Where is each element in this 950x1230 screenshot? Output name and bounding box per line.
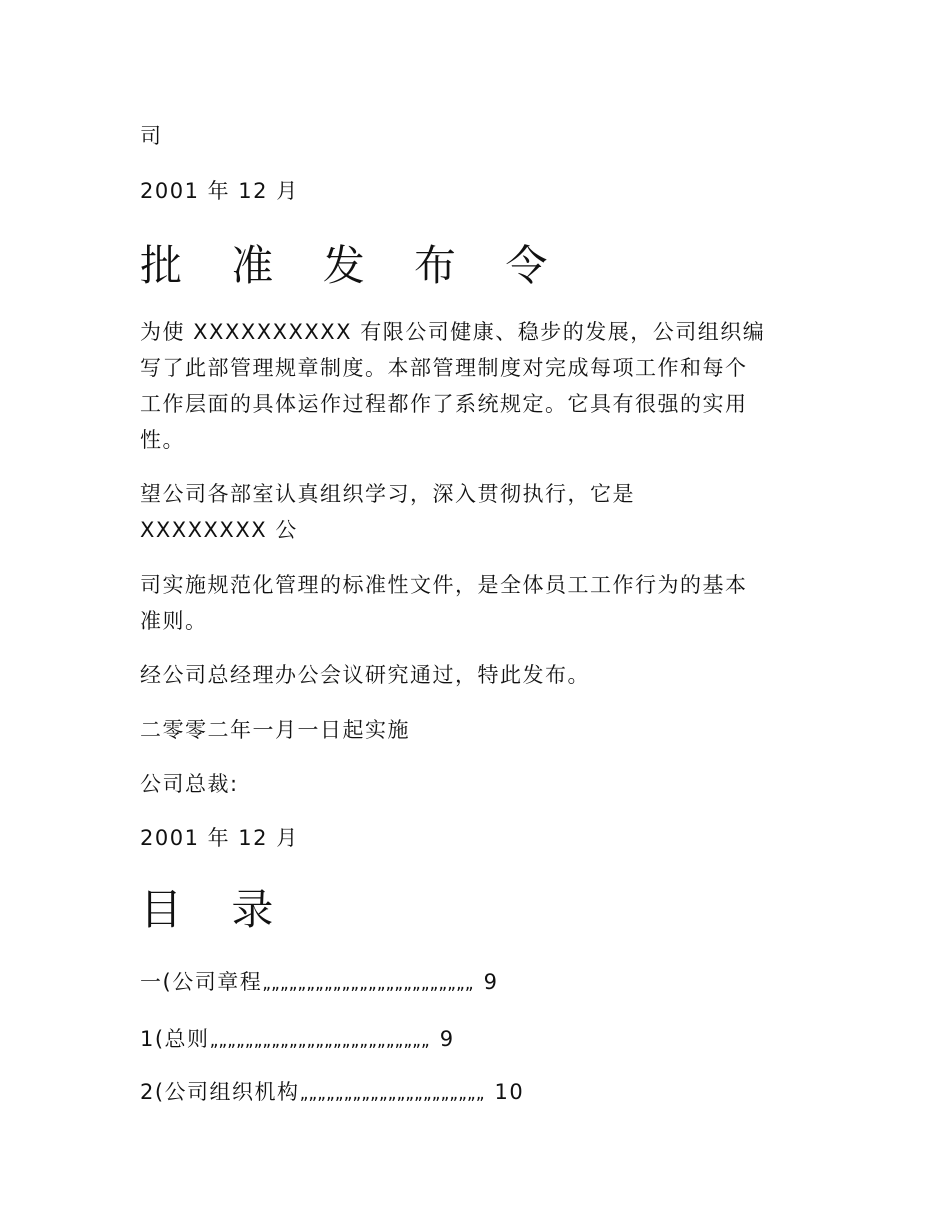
toc-entry-page: 10 xyxy=(494,1080,525,1104)
toc-entry-page: 9 xyxy=(439,1027,455,1051)
paragraph-line: 望公司各部室认真组织学习，深入贯彻执行，它是 xyxy=(140,482,635,506)
paragraph-line: 准则。 xyxy=(140,609,208,633)
page-fragment-text: 司 xyxy=(140,124,163,148)
toc-entry-title: 一(公司章程 xyxy=(140,970,263,994)
paragraph-line: 为使 XXXXXXXXXX 有限公司健康、稳步的发展，公司组织编 xyxy=(140,320,766,344)
paragraph-line: 写了此部管理规章制度。本部管理制度对完成每项工作和每个 xyxy=(140,356,748,380)
toc-entry-leader: „„„„„„„„„„„„„„„„„„„„„„„„ xyxy=(262,974,474,994)
paragraph-line: XXXXXXXX 公 xyxy=(140,518,298,542)
toc-entry-title: 1(总则 xyxy=(140,1027,210,1051)
toc-entry-page: 9 xyxy=(483,970,499,994)
approval-paragraph-3 xyxy=(140,567,820,639)
approval-date: 2001 年 12 月 xyxy=(140,826,299,850)
approval-paragraph-2 xyxy=(140,476,820,548)
approval-heading: 批 准 发 布 令 xyxy=(140,241,566,290)
paragraph-line: 司实施规范化管理的标准性文件，是全体员工工作行为的基本 xyxy=(140,573,748,597)
effective-date: 二零零二年一月一日起实施 xyxy=(140,718,410,742)
toc-entry-title: 2(公司组织机构 xyxy=(140,1080,300,1104)
toc-entry[interactable] xyxy=(140,1021,455,1059)
date-top: 2001 年 12 月 xyxy=(140,179,299,203)
toc-entry-leader: „„„„„„„„„„„„„„„„„„„„„„„„„ xyxy=(209,1031,430,1051)
toc-entry-leader: „„„„„„„„„„„„„„„„„„„„„ xyxy=(299,1084,485,1104)
paragraph-line: 性。 xyxy=(140,428,185,452)
toc-heading: 目 录 xyxy=(140,885,292,934)
toc-entry[interactable] xyxy=(140,1074,524,1112)
approval-paragraph-1 xyxy=(140,314,820,458)
toc-entry[interactable] xyxy=(140,964,498,1002)
approval-paragraph-4: 经公司总经理办公会议研究通过，特此发布。 xyxy=(140,663,590,687)
paragraph-line: 工作层面的具体运作过程都作了系统规定。它具有很强的实用 xyxy=(140,392,748,416)
signer-label: 公司总裁: xyxy=(140,772,239,796)
